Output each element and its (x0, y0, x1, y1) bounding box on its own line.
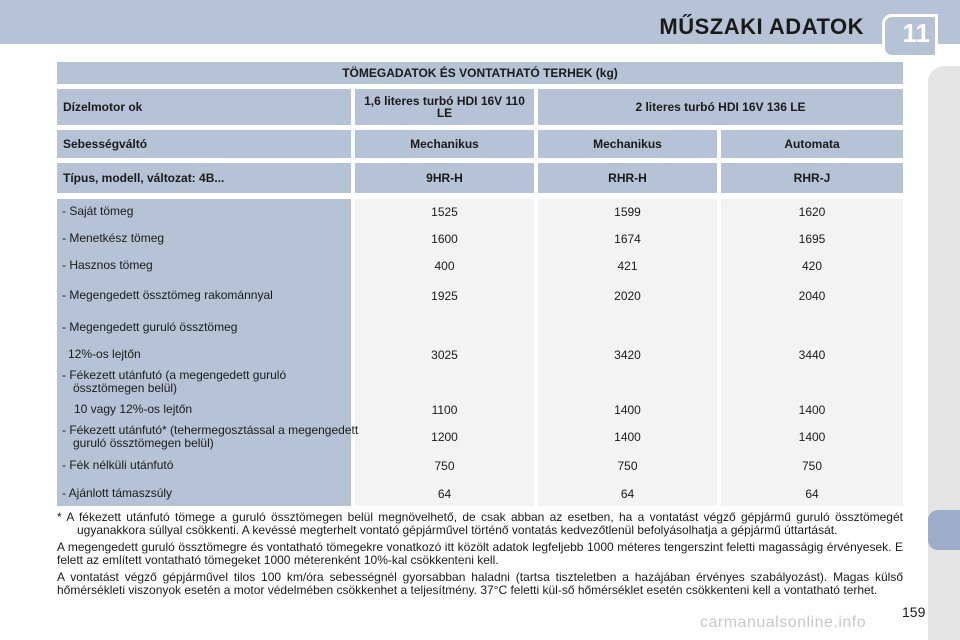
row-label: 10 vagy 12%-os lejtőn (74, 402, 193, 416)
table-cell: 2020 (614, 289, 641, 303)
table-cell: 1400 (798, 403, 826, 417)
table-cell: 1925 (431, 289, 458, 303)
type-1: 9HR-H (355, 163, 534, 193)
page-title: MŰSZAKI ADATOK (659, 14, 864, 39)
note-paragraph: A megengedett guruló össztömegre és vontatható tömegekre vonatkozó itt közölt adatok legfeljebb 1000 méteres tengerszint feletti magasságig érvényesek. E felett az említett vontatható tömegeket 1000 méterenként 10%-kal csökkenteni kell. (57, 540, 903, 567)
type-label: Típus, modell, változat: 4B... (57, 163, 351, 193)
table-cell: 1400 (614, 430, 641, 444)
row-label: - Megengedett guruló össztömeg (62, 320, 238, 334)
table-cell: 2040 (798, 289, 826, 303)
table-cell: 1525 (431, 205, 458, 219)
row-label: - Menetkész tömeg (62, 231, 165, 245)
type-3: RHR-J (721, 163, 903, 193)
table-cell: 420 (801, 259, 823, 273)
gearbox-2: Mechanikus (538, 130, 717, 158)
table-caption: TÖMEGADATOK ÉS VONTATHATÓ TERHEK (kg) (57, 62, 903, 84)
row-label: - Hasznos tömeg (62, 258, 153, 272)
table-cell: 750 (801, 459, 823, 473)
type-row (57, 163, 903, 193)
engine-row (57, 89, 903, 125)
gearbox-row (57, 130, 903, 158)
table-cell: 1620 (798, 205, 826, 219)
row-label: - Fékezett utánfutó* (tehermegosztással a megengedett guruló össztömegen belül) (62, 423, 359, 450)
side-strip (928, 66, 960, 640)
table-cell: 3025 (431, 348, 458, 362)
chapter-number: 11 (902, 18, 930, 48)
table-cell: 1600 (431, 232, 458, 246)
table-cell: 400 (434, 259, 455, 273)
watermark: carmanualsonline.info (700, 614, 867, 631)
row-label: - Fékezett utánfutó (a megengedett guruló össztömegen belül) (62, 368, 287, 395)
table-cell: 3420 (614, 348, 641, 362)
table-cell: 750 (434, 459, 455, 473)
row-label: - Megengedett össztömeg rakománnyal (62, 288, 273, 302)
table-cell: 3440 (798, 348, 826, 362)
engine-label: Dízelmotor ok (57, 89, 351, 125)
row-label: 12%-os lejtőn (68, 347, 141, 361)
row-label: - Ajánlott támaszsúly (62, 486, 173, 500)
table-cell: 1695 (798, 232, 826, 246)
table-cell: 64 (437, 487, 452, 501)
table-cell: 1100 (431, 403, 458, 417)
page-number: 159 (902, 604, 926, 620)
table-cell: 64 (620, 487, 635, 501)
side-tab (928, 510, 960, 550)
row-label: - Fék nélküli utánfutó (62, 458, 174, 472)
note-paragraph: A vontatást végző gépjárművel tilos 100 km/óra sebességnél gyorsabban haladni (tartsa tiszteletben a hazájában érvényes szabályozást). Magas külső hőmérsékleti viszonyok esetén a motor védelmében csökkenhet a teljesítmény. 37°C feletti kül-ső hőmérséklet esetén csökkenteni kell a vontatható terhet. (57, 570, 903, 597)
table-cell: 1400 (614, 403, 641, 417)
type-2: RHR-H (538, 163, 717, 193)
notes (57, 511, 903, 601)
table-cell: 1674 (614, 232, 641, 246)
table-cell: 1400 (798, 430, 826, 444)
table-cell: 64 (805, 487, 819, 501)
footnote: * A fékezett utánfutó tömege a guruló össztömegen belül megnövelhető, de csak abban az esetben, ha a vontatást végző gépjármű guruló össztömegét ugyanakkora súllyal csökkenti. A kevéssé megterhelt vontató gépjárművel történő vontatás kedvezőtlenül befolyásolhatja a gépjármű úttartását. (57, 510, 903, 537)
engine-2: 2 literes turbó HDI 16V 136 LE (538, 89, 903, 125)
table-cell: 421 (617, 259, 638, 273)
engine-1: 1,6 literes turbó HDI 16V 110 LE (355, 89, 534, 125)
table-cell: 750 (617, 459, 638, 473)
gearbox-label: Sebességváltó (57, 130, 351, 158)
table-cell: 1599 (614, 205, 641, 219)
gearbox-3: Automata (721, 130, 903, 158)
table-cell: 1200 (431, 430, 458, 444)
gearbox-1: Mechanikus (355, 130, 534, 158)
row-label: - Saját tömeg (62, 204, 134, 218)
